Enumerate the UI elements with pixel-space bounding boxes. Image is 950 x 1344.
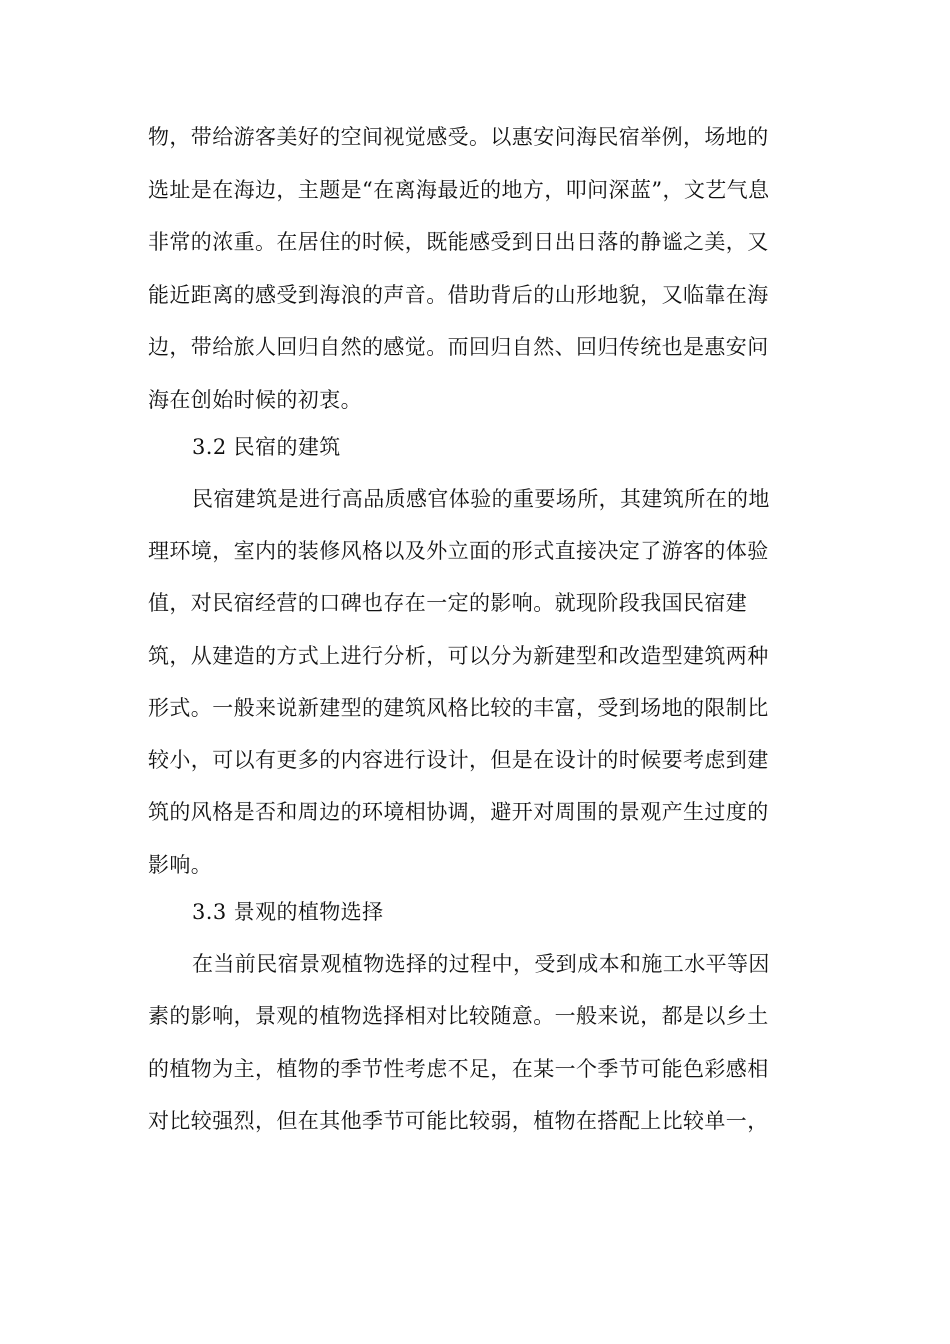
paragraph-line: 对比较强烈，但在其他季节可能比较弱，植物在搭配上比较单一， bbox=[148, 1109, 769, 1133]
paragraph-line: 理环境，室内的装修风格以及外立面的形式直接决定了游客的体验 bbox=[148, 539, 769, 563]
paragraph-line: 物，带给游客美好的空间视觉感受。以惠安问海民宿举例，场地的 bbox=[148, 125, 769, 149]
section-heading-3-3: 3.3 景观的植物选择 bbox=[192, 900, 384, 924]
paragraph-line: 在当前民宿景观植物选择的过程中，受到成本和施工水平等因 bbox=[192, 952, 770, 976]
paragraph-line: 非常的浓重。在居住的时候，既能感受到日出日落的静谧之美，又 bbox=[148, 230, 769, 254]
paragraph-line: 筑的风格是否和周边的环境相协调，避开对周围的景观产生过度的 bbox=[148, 800, 769, 824]
paragraph-line: 筑，从建造的方式上进行分析，可以分为新建型和改造型建筑两种 bbox=[148, 644, 769, 668]
paragraph-line: 选址是在海边，主题是“在离海最近的地方，叩问深蓝”，文艺气息 bbox=[148, 178, 770, 202]
paragraph-line: 边，带给旅人回归自然的感觉。而回归自然、回归传统也是惠安问 bbox=[148, 335, 769, 359]
paragraph-line: 较小，可以有更多的内容进行设计，但是在设计的时候要考虑到建 bbox=[148, 748, 769, 772]
paragraph-line: 民宿建筑是进行高品质感官体验的重要场所，其建筑所在的地 bbox=[192, 487, 770, 511]
section-heading-3-2: 3.2 民宿的建筑 bbox=[192, 435, 341, 459]
paragraph-line: 形式。一般来说新建型的建筑风格比较的丰富，受到场地的限制比 bbox=[148, 696, 769, 720]
paragraph-line: 的植物为主，植物的季节性考虑不足，在某一个季节可能色彩感相 bbox=[148, 1057, 769, 1081]
paragraph-line: 影响。 bbox=[148, 853, 213, 877]
paragraph-line: 素的影响，景观的植物选择相对比较随意。一般来说，都是以乡土 bbox=[148, 1004, 769, 1028]
paragraph-line: 值，对民宿经营的口碑也存在一定的影响。就现阶段我国民宿建 bbox=[148, 591, 748, 615]
paragraph-line: 能近距离的感受到海浪的声音。借助背后的山形地貌，又临靠在海 bbox=[148, 283, 769, 307]
paragraph-line: 海在创始时候的初衷。 bbox=[148, 388, 362, 412]
